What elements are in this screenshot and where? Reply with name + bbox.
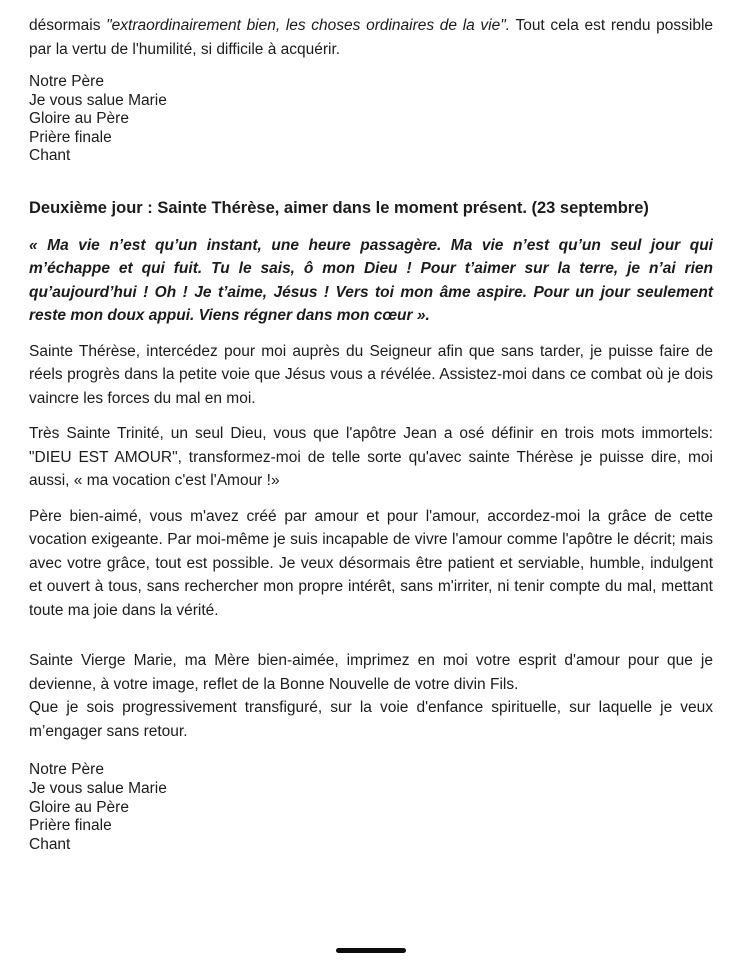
prayer-list-item: Prière finale: [29, 817, 112, 835]
prayer-list-item: Chant: [29, 147, 71, 165]
intro-lead-text: désormais: [29, 17, 107, 34]
prayer-list-item: Notre Père: [29, 73, 104, 90]
intro-rest-text: Tout cela est rendu possible par la vertu de l'humilité, si difficile à acquérir.: [29, 17, 714, 58]
prayer-list-item: Je vous salue Marie: [29, 91, 167, 109]
intro-italic-quote: "extraordinairement bien, les choses ordinaires de la vie".: [106, 17, 511, 34]
prayer-list-item: Gloire au Père: [29, 110, 129, 128]
prayer-list-item: Je vous salue Marie: [29, 780, 167, 798]
day-heading: Deuxième jour : Sainte Thérèse, aimer dans le moment présent. (23 septembre): [29, 198, 649, 217]
home-indicator-bar[interactable]: [336, 948, 406, 953]
prayer-list-item: Prière finale: [29, 128, 112, 146]
prayer-list-item: Notre Père: [29, 761, 104, 779]
prayer-paragraph-trinite: Très Sainte Trinité, un seul Dieu, vous que l'apôtre Jean a osé définir en trois mots immortels: "DIEU EST AMOUR", transformez-moi de telle sorte qu'avec sainte Thérèse je puisse dire, moi aussi, « ma vocation c'est l'Amour !»: [29, 425, 713, 490]
prayer-paragraph-therese: Sainte Thérèse, intercédez pour moi auprès du Seigneur afin que sans tarder, je puisse faire de réels progrès dans la petite voie que Jésus vous a révélée. Assistez-moi dans ce combat où je dois vaincre les forces du mal en moi.: [29, 342, 713, 407]
opening-quote-paragraph: « Ma vie n’est qu’un instant, une heure passagère. Ma vie n’est qu’un seul jour qui m’échappe et qui fuit. Tu le sais, ô mon Dieu ! Pour t’aimer sur la terre, je n’ai rien qu’aujourd’hui ! Oh ! Je t’aime, Jésus ! Vers toi mon âme aspire. Pour un jour seulement reste mon doux appui. Viens régner dans mon cœur ».: [29, 236, 713, 325]
prayer-paragraph-pere: Père bien-aimé, vous m'avez créé par amour et pour l'amour, accordez-moi la grâce de cette vocation exigeante. Par moi-même je suis incapable de vivre l'amour comme l'apôtre le décrit; mais avec votre grâce, tout est possible. Je veux désormais être patient et serviable, humble, indulgent et ouvert à tous, sans rechercher mon propre intérêt, sans m'irriter, ni tenir compte du mal, mettant toute ma joie dans la vérité.: [29, 507, 713, 619]
prayer-paragraph-marie: [29, 649, 713, 743]
prayer-list-top: [29, 73, 713, 166]
marie-sentence-2: Que je sois progressivement transfiguré, sur la voie d'enfance spirituelle, sur laquelle je veux m’engager sans retour.: [29, 699, 713, 740]
prayer-list-item: Gloire au Père: [29, 798, 129, 816]
prayer-list-item: Chant: [29, 835, 71, 853]
prayer-list-bottom: [29, 761, 713, 854]
intro-paragraph: [29, 14, 713, 61]
marie-sentence-1: Sainte Vierge Marie, ma Mère bien-aimée, imprimez en moi votre esprit d'amour pour que je devienne, à votre image, reflet de la Bonne Nouvelle de votre divin Fils.: [29, 652, 713, 693]
